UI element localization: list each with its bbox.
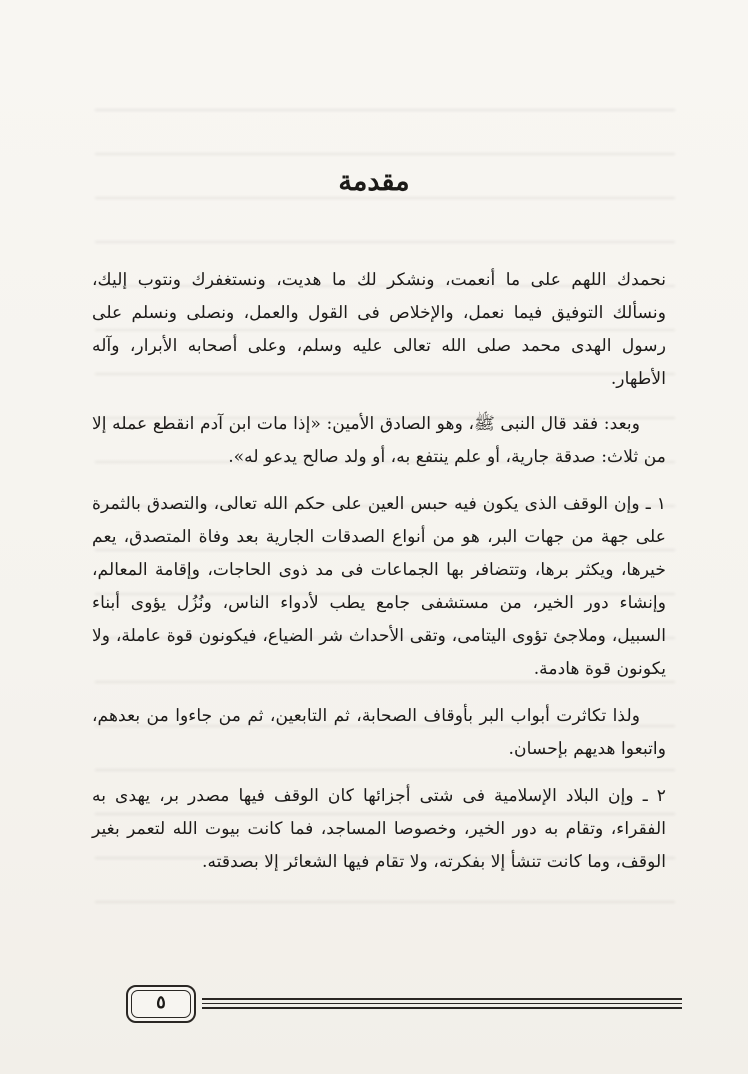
page-footer [110,984,682,1024]
paragraph-opening: نحمدك اللهم على ما أنعمت، ونشكر لك ما هديت، ونستغفرك ونتوب إليك، ونسألك التوفيق فيما نعمل، والإخلاص فى القول والعمل، ونصلى ونسلم على رسول الهدى محمد صلى الله تعالى عليه وسلم، وعلى أصحابه الأبرار، وآله الأطهار. [92,270,666,389]
footer-rule [202,1007,682,1009]
footer-rule [202,1003,682,1004]
page-title: مقدمة [338,166,410,197]
paragraph-point-1: ١ ـ وإن الوقف الذى يكون فيه حبس العين على حكم الله تعالى، والتصدق بالثمرة على جهة من جهات البر، هو من أنواع الصدقات الجارية بعد وفاة المتصدق، يعم خيرها، ويكثر برها، وتتضافر بها الجماعات فى مد ذوى الحاجات، وإقامة المعالم، وإنشاء دور الخير، من مستشفى جامع يطب لأدواء الناس، ونُزُل يؤوى أبناء السبيل، وملاجئ تؤوى اليتامى، وتقى الأحداث شر الضياع، فيكونون قوة عاملة، ولا يكونون قوة هادمة. [92,494,666,679]
page-number-frame [126,985,196,1023]
body-text [92,264,666,879]
paragraph-companions: ولذا تكاثرت أبواب البر بأوقاف الصحابة، ثم التابعين، ثم من جاءوا من بعدهم، واتبعوا هديهم بإحسان. [92,706,666,759]
footer-rule [202,998,682,1000]
paragraph-hadith: وبعد: فقد قال النبى ﷺ، وهو الصادق الأمين: «إذا مات ابن آدم انقطع عمله إلا من ثلاث: صدقة جارية، أو علم ينتفع به، أو ولد صالح يدعو له». [92,414,666,467]
paragraph-point-2: ٢ ـ وإن البلاد الإسلامية فى شتى أجزائها كان الوقف فيها مصدر بر، يهدى به الفقراء، وتقام به دور الخير، وخصوصا المساجد، فما كانت بيوت الله لتعمر بغير الوقف، وما كانت تنشأ إلا بفكرته، ولا تقام فيها الشعائر إلا بصدقته. [92,786,666,872]
page-number: ٥ [156,992,166,1013]
